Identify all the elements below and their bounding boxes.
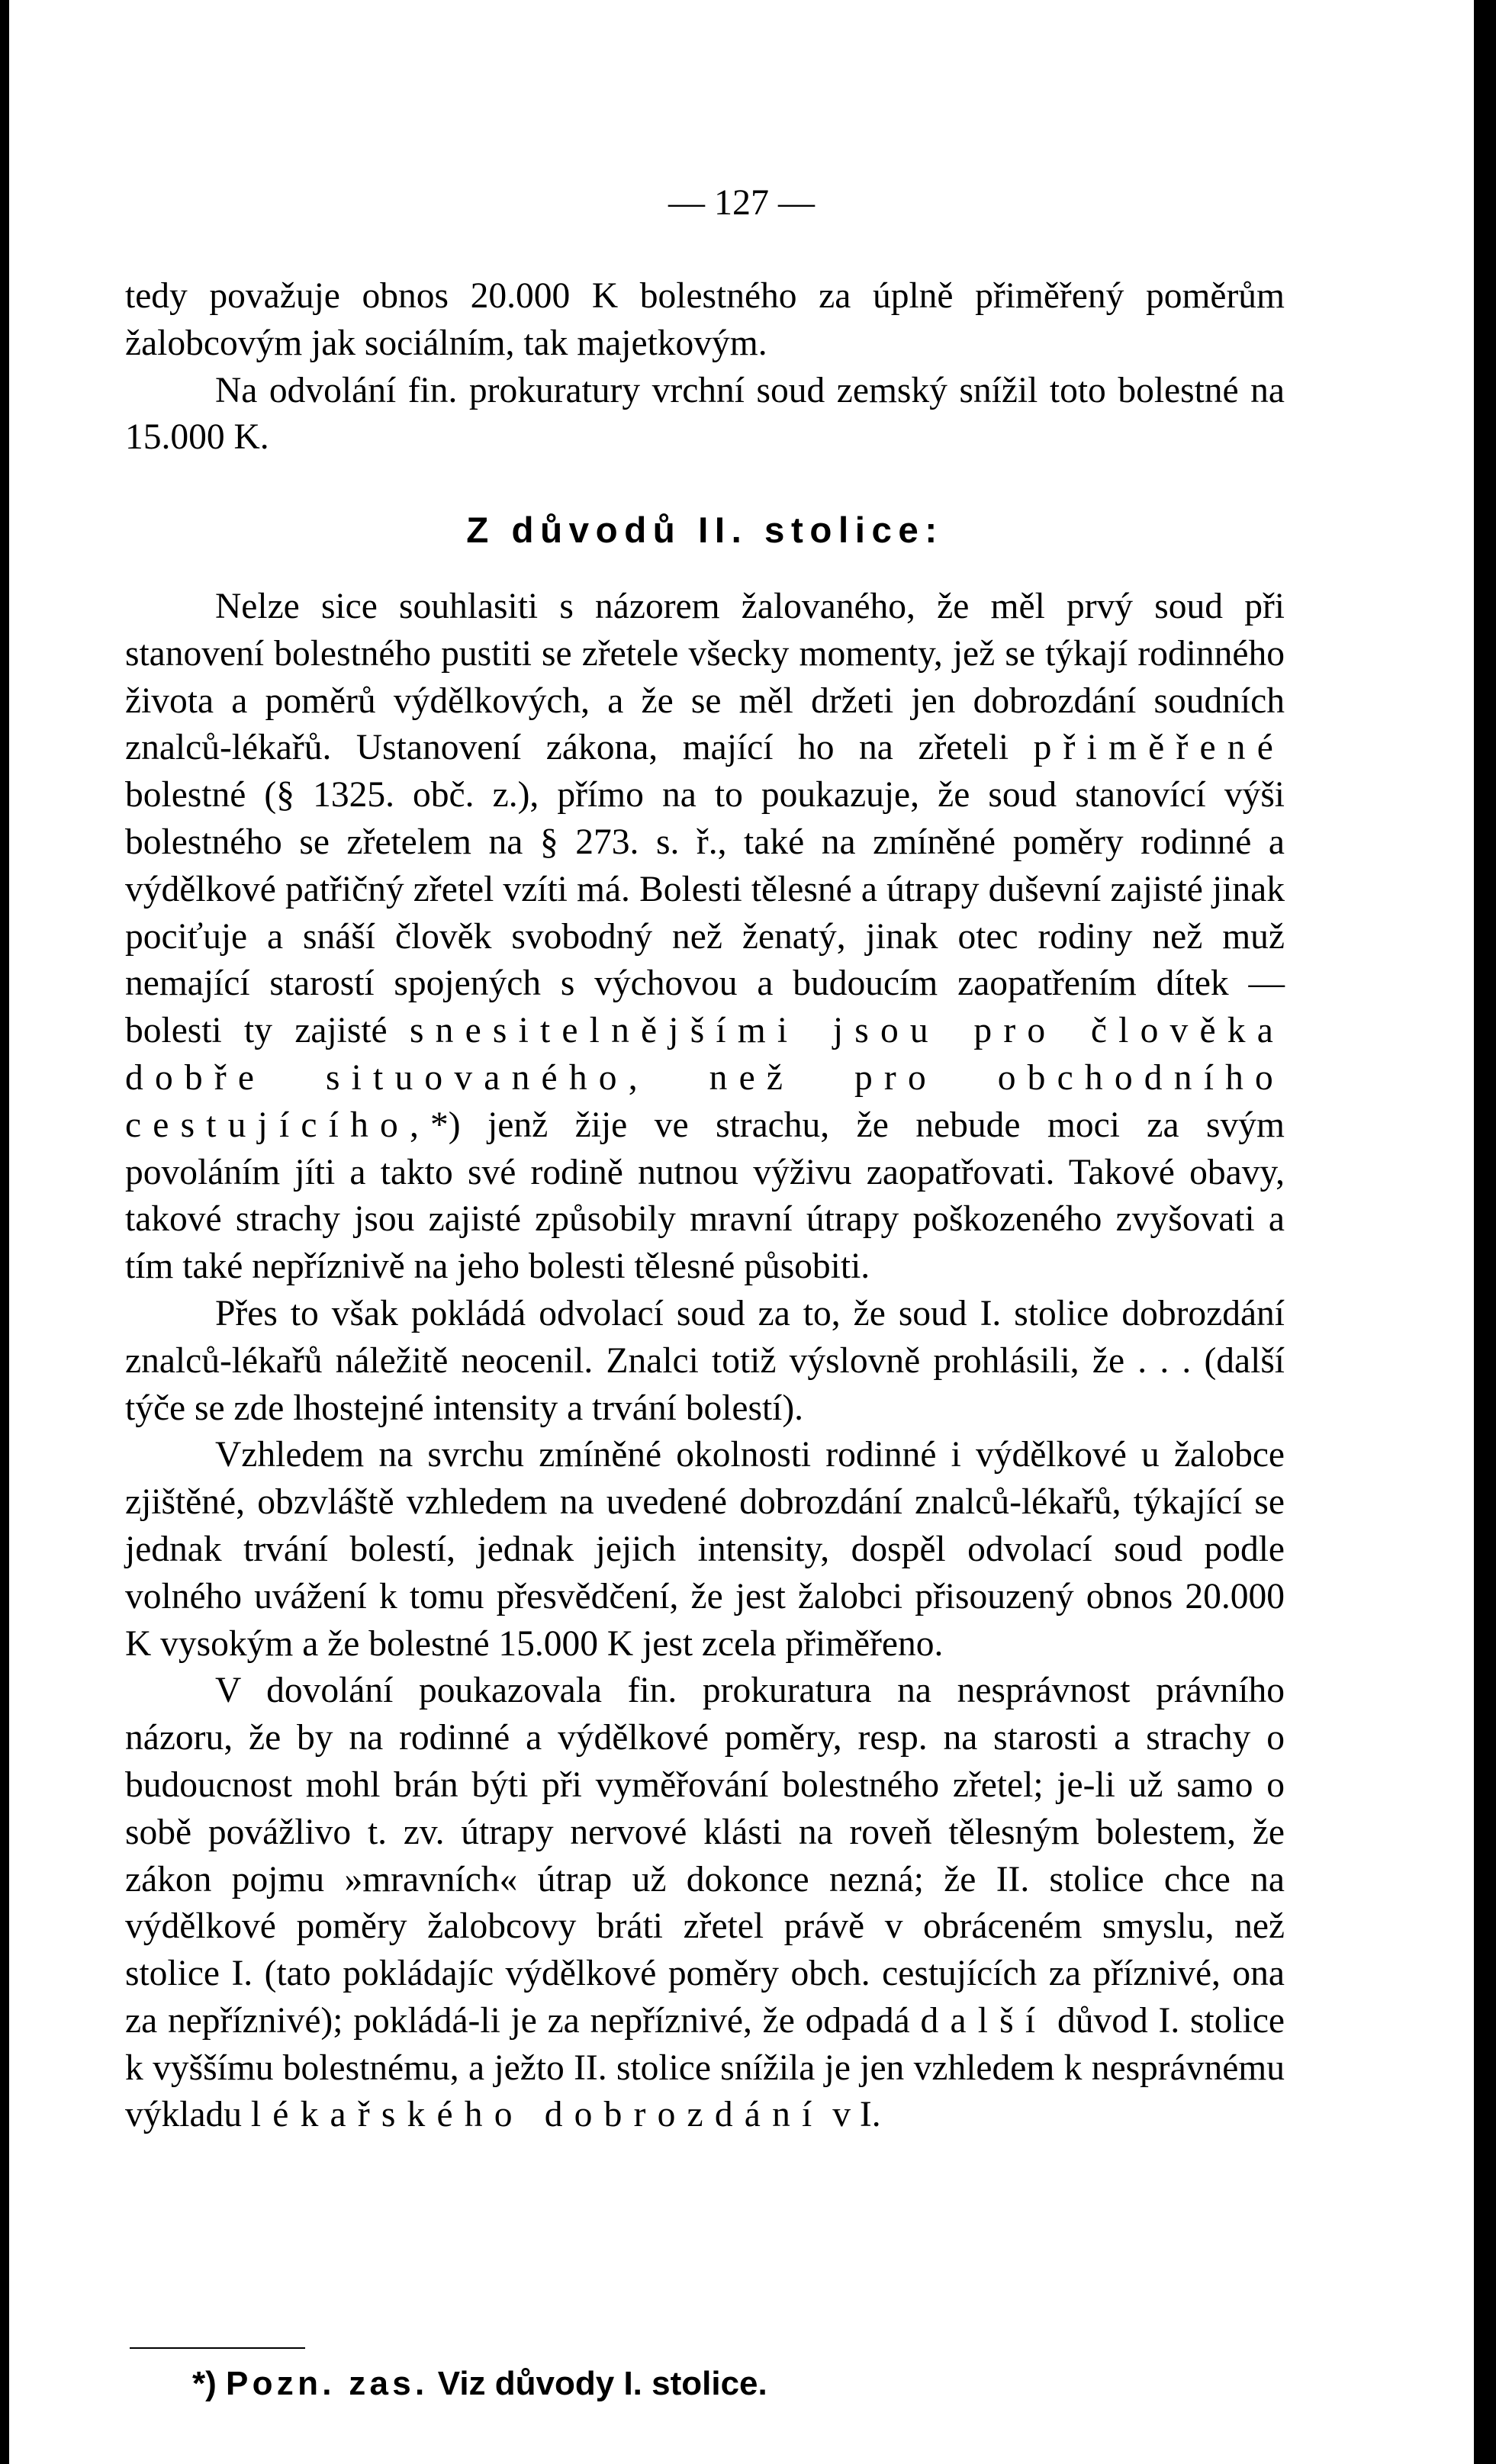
paragraph-4: Přes to však pokládá odvolací soud za to, že soud I. stolice dobrozdání znalců-lékařů náležitě neocenil. Znalci totiž výslovně prohlásili, že . . . (další týče se zde lhostejné intensity a trvání bolestí). bbox=[125, 1293, 1285, 1428]
footnote bbox=[192, 2365, 767, 2403]
paragraph-5: Vzhledem na svrchu zmíněné okolnosti rodinné i výdělkové u žalobce zjištěné, obzvláště vzhledem na uvedené dobrozdání znalců-lékařů, týkající se jednak trvání bolestí, jednak jejich intensity, dospěl odvolací soud podle volného uvážení k tomu přesvědčení, že jest žalobci přisouzený obnos 20.000 K vysokým a že bolestné 15.000 K jest zcela přiměřeno. bbox=[125, 1435, 1285, 1664]
paragraph-6-part-a: V dovolání poukazovala fin. prokuratura na nesprávnost právního názoru, že by na rodinné a výdělkové poměry, resp. na starosti a strachy o budoucnost mohl brán býti při vyměřování bolestného zřetel; je-li už samo o sobě povážlivo t. zv. útrapy nervové klásti na roveň tělesným bolestem, že zákon pojmu »mravních« útrap už dokonce nezná; že II. stolice chce na výdělkové poměry žalobcovy bráti zřetel právě v obráceném smyslu, než stolice I. (tato pokládajíc výdělkové poměry obch. cestujících za příznivé, ona za nepříznivé); pokládá-li je za nepříznivé, že odpadá bbox=[125, 1671, 1285, 2041]
paragraph-3-part-a: Nelze sice souhlasiti s názorem žalovaného, že měl prvý soud při stanovení bolestného pustiti se zřetele všecky momenty, jež se týkají rodinného života a poměrů výdělkových, a že se měl držeti jen dobrozdání soudních znalců-lékařů. Ustanovení zákona, mající ho na zřeteli bbox=[125, 586, 1285, 768]
paragraph-6 bbox=[125, 1668, 1285, 2139]
spaced-emphasis-lekarskeho: lékařského dobrozdání bbox=[250, 2095, 824, 2135]
paragraph-6-part-e: v I. bbox=[832, 2095, 881, 2135]
paragraph-3-part-c: bolestné (§ 1325. obč. z.), přímo na to poukazuje, že soud stanovící výši bolestného se zřetelem na § 273. s. ř., také na zmíněné poměry rodinné a výdělkové patřičný zřetel vzíti má. Bolesti tělesné a útrapy duševní zajisté jinak pociťuje a snáší člověk svobodný než ženatý, jinak otec rodiny než muž nemající starostí spojených s výchovou a budoucím zaopatřením dítek — bolesti ty zajisté bbox=[125, 775, 1285, 1051]
paragraph-1: tedy považuje obnos 20.000 K bolestného za úplně přiměřený poměrům žalobcovým jak sociálním, tak majetkovým. bbox=[125, 276, 1285, 363]
page-number: — 127 — bbox=[668, 182, 815, 223]
footnote-marker: *) bbox=[192, 2365, 217, 2402]
footnote-divider bbox=[130, 2347, 305, 2349]
spaced-emphasis-dalsi: další bbox=[920, 2000, 1047, 2041]
paragraph-2: Na odvolání fin. prokuratury vrchní soud zemský snížil toto bolestné na 15.000 K. bbox=[125, 370, 1285, 458]
document-page bbox=[9, 0, 1474, 2464]
paragraph-3-part-e: *) jenž žije ve strachu, že nebude moci za svým povoláním jíti a takto své rodině nutnou výživu zaopatřovati. Takové obavy, takové strachy jsou zajisté způsobily mravní útrapy poškozeného zvyšovati a tím také nepříznivě na jeho bolesti tělesné působiti. bbox=[125, 1105, 1285, 1287]
paragraph-6-part-c: důvod I. stolice k vyššímu bolestnému, a ježto II. stolice snížila je jen vzhledem k nesprávnému výkladu bbox=[125, 2000, 1285, 2135]
paragraph-3 bbox=[125, 584, 1285, 1291]
section-heading: Z důvodů II. stolice: bbox=[466, 510, 944, 552]
spaced-emphasis-primerene: přiměřené bbox=[1033, 728, 1285, 768]
footnote-label: Pozn. zas. bbox=[226, 2365, 429, 2402]
body-text bbox=[125, 273, 1285, 2139]
spaced-emphasis-situovaneho: snesitelnějšími jsou pro člověka dobře situovaného, než pro obchodního cestujícího, bbox=[125, 1011, 1285, 1145]
footnote-text: Viz důvody I. stolice. bbox=[437, 2365, 767, 2402]
